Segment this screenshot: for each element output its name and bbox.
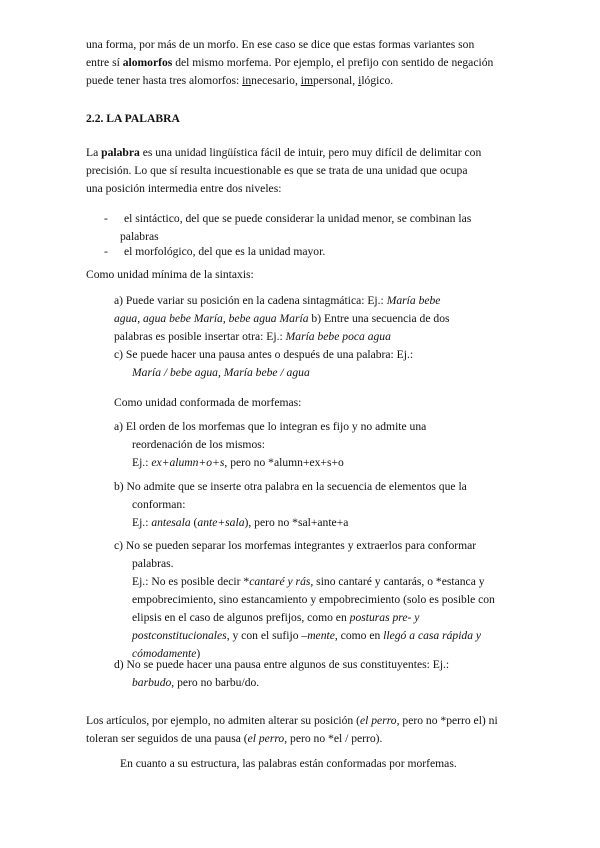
text: elipsis en el caso de algunos prefijos, como en bbox=[132, 611, 350, 624]
text: ) bbox=[196, 647, 201, 660]
morph-item-c bbox=[114, 537, 518, 663]
example: ante+sala bbox=[197, 516, 245, 529]
palabra-line-3: una posición intermedia entre dos niveles: bbox=[86, 182, 282, 195]
example: antesala bbox=[151, 516, 191, 529]
intro-line-1: una forma, por más de un morfo. En ese caso se dice que estas formas variantes son bbox=[86, 38, 475, 51]
example: María bebe poca agua bbox=[285, 330, 391, 343]
text: a) Puede variar su posición en la cadena sintagmática: Ej.: bbox=[114, 294, 387, 307]
text: , como en bbox=[334, 629, 384, 642]
example: el perro bbox=[360, 714, 397, 727]
prefix-i: i bbox=[358, 74, 362, 87]
example: barbudo bbox=[132, 676, 172, 689]
morph-a-line-1: a) El orden de los morfemas que lo integran es fijo y no admite una bbox=[114, 420, 427, 433]
text: es una unidad lingüística fácil de intuir, pero muy difícil de delimitar con bbox=[139, 146, 482, 159]
example: el perro bbox=[247, 732, 285, 745]
syntax-a-line-2 bbox=[114, 310, 474, 328]
text: del mismo morfema. Por ejemplo, el prefijo con sentido de negación bbox=[172, 56, 494, 69]
text: b) Entre una secuencia de dos bbox=[308, 312, 450, 325]
example: María bebe bbox=[386, 294, 441, 307]
prefix-im: im bbox=[300, 74, 313, 87]
prefix-in: in bbox=[242, 74, 252, 87]
syntax-heading: Como unidad mínima de la sintaxis: bbox=[86, 268, 254, 281]
text: ( bbox=[190, 516, 198, 529]
palabra-paragraph bbox=[86, 144, 518, 198]
intro-line-3 bbox=[86, 72, 518, 90]
morph-b-line-2: conforman: bbox=[132, 498, 186, 511]
bullet-dash-2: - bbox=[104, 245, 108, 258]
morph-b-line-1: b) No admite que se inserte otra palabra en la secuencia de elementos que la bbox=[114, 480, 467, 493]
bullet-dash-1: - bbox=[104, 212, 108, 225]
morph-c-line-4: empobrecimiento, sino estancamiento y empobrecimiento (solo es posible con bbox=[132, 593, 495, 606]
example: cantaré y rás, bbox=[249, 575, 314, 588]
syntax-c-line-2 bbox=[114, 364, 474, 382]
text: , pero no *alumn+ex+s+o bbox=[224, 456, 344, 469]
morph-d-line-2 bbox=[114, 674, 449, 692]
text: Ej.: No es posible decir * bbox=[132, 575, 250, 588]
morph-item-d bbox=[114, 656, 449, 692]
morph-c-line-6 bbox=[114, 627, 518, 645]
morph-heading: Como unidad conformada de morfemas: bbox=[114, 396, 302, 409]
text: , pero no barbu/do. bbox=[171, 676, 260, 689]
bullet-item-1 bbox=[120, 210, 518, 246]
example: María / bebe agua, María bebe / agua bbox=[132, 366, 310, 379]
palabra-line-2: precisión. Lo que sí resulta incuestionable es que se trata de una unidad que ocupa bbox=[86, 164, 468, 177]
morph-a-line-3 bbox=[114, 454, 426, 472]
morph-c-line-5 bbox=[114, 609, 518, 627]
syntax-a-line-1 bbox=[114, 292, 474, 310]
text: sino cantaré y cantarás, o *estanca y bbox=[313, 575, 485, 588]
morph-b-line-3 bbox=[114, 514, 467, 532]
closing-line-2 bbox=[86, 730, 518, 748]
morph-d-line-1: d) No se puede hacer una pausa entre algunos de sus constituyentes: Ej.: bbox=[114, 658, 450, 671]
intro-paragraph bbox=[86, 36, 518, 90]
closing-paragraph bbox=[86, 712, 518, 748]
example: postconstitucionales bbox=[132, 629, 227, 642]
bullet-1-line-1: el sintáctico, del que se puede considerar la unidad menor, se combinan las bbox=[124, 212, 472, 225]
morph-item-b bbox=[114, 478, 467, 532]
text: La bbox=[86, 146, 102, 159]
morph-item-a bbox=[114, 418, 426, 472]
text: toleran ser seguidos de una pausa ( bbox=[86, 732, 248, 745]
example: cómodamente bbox=[132, 647, 197, 660]
text: , pero no *el / perro). bbox=[284, 732, 383, 745]
example: llegó a casa rápida y bbox=[383, 629, 482, 642]
section-title: 2.2. LA PALABRA bbox=[86, 112, 180, 125]
bullet-2-line-1: el morfológico, del que es la unidad mayor. bbox=[124, 245, 326, 258]
example: posturas pre- y bbox=[349, 611, 420, 624]
text: puede tener hasta tres alomorfos: bbox=[86, 74, 243, 87]
text: necesario, bbox=[251, 74, 301, 87]
text: lógico. bbox=[361, 74, 394, 87]
text: , y con el sufijo bbox=[226, 629, 302, 642]
palabra-line-1 bbox=[86, 144, 518, 162]
example: ex+alumn+o+s bbox=[151, 456, 225, 469]
example: –mente bbox=[301, 629, 335, 642]
morph-c-line-1: c) No se pueden separar los morfemas integrantes y extraerlos para conformar bbox=[114, 539, 477, 552]
morph-c-line-2: palabras. bbox=[132, 557, 174, 570]
morph-a-line-2: reordenación de los mismos: bbox=[132, 438, 265, 451]
text: , pero no *perro el) ni bbox=[396, 714, 498, 727]
text: personal, bbox=[313, 74, 359, 87]
example: agua, agua bebe María, bebe agua María bbox=[114, 312, 309, 325]
closing-line-1 bbox=[86, 712, 518, 730]
final-sentence: En cuanto a su estructura, las palabras están conformadas por morfemas. bbox=[120, 757, 457, 770]
text: ), pero no *sal+ante+a bbox=[244, 516, 349, 529]
text: Ej.: bbox=[132, 456, 152, 469]
morph-c-line-3 bbox=[114, 573, 518, 591]
syntax-list bbox=[114, 292, 474, 382]
syntax-b-line-2 bbox=[114, 328, 474, 346]
text: Ej.: bbox=[132, 516, 152, 529]
bullet-item-2 bbox=[124, 243, 325, 261]
text: entre sí bbox=[86, 56, 123, 69]
term-palabra: palabra bbox=[101, 146, 140, 159]
bullet-1-line-2: palabras bbox=[120, 230, 159, 243]
text: Los artículos, por ejemplo, no admiten alterar su posición ( bbox=[86, 714, 360, 727]
syntax-c-line-1: c) Se puede hacer una pausa antes o después de una palabra: Ej.: bbox=[114, 348, 414, 361]
term-alomorfos: alomorfos bbox=[122, 56, 173, 69]
text: palabras es posible insertar otra: Ej.: bbox=[114, 330, 286, 343]
intro-line-2 bbox=[86, 54, 518, 72]
